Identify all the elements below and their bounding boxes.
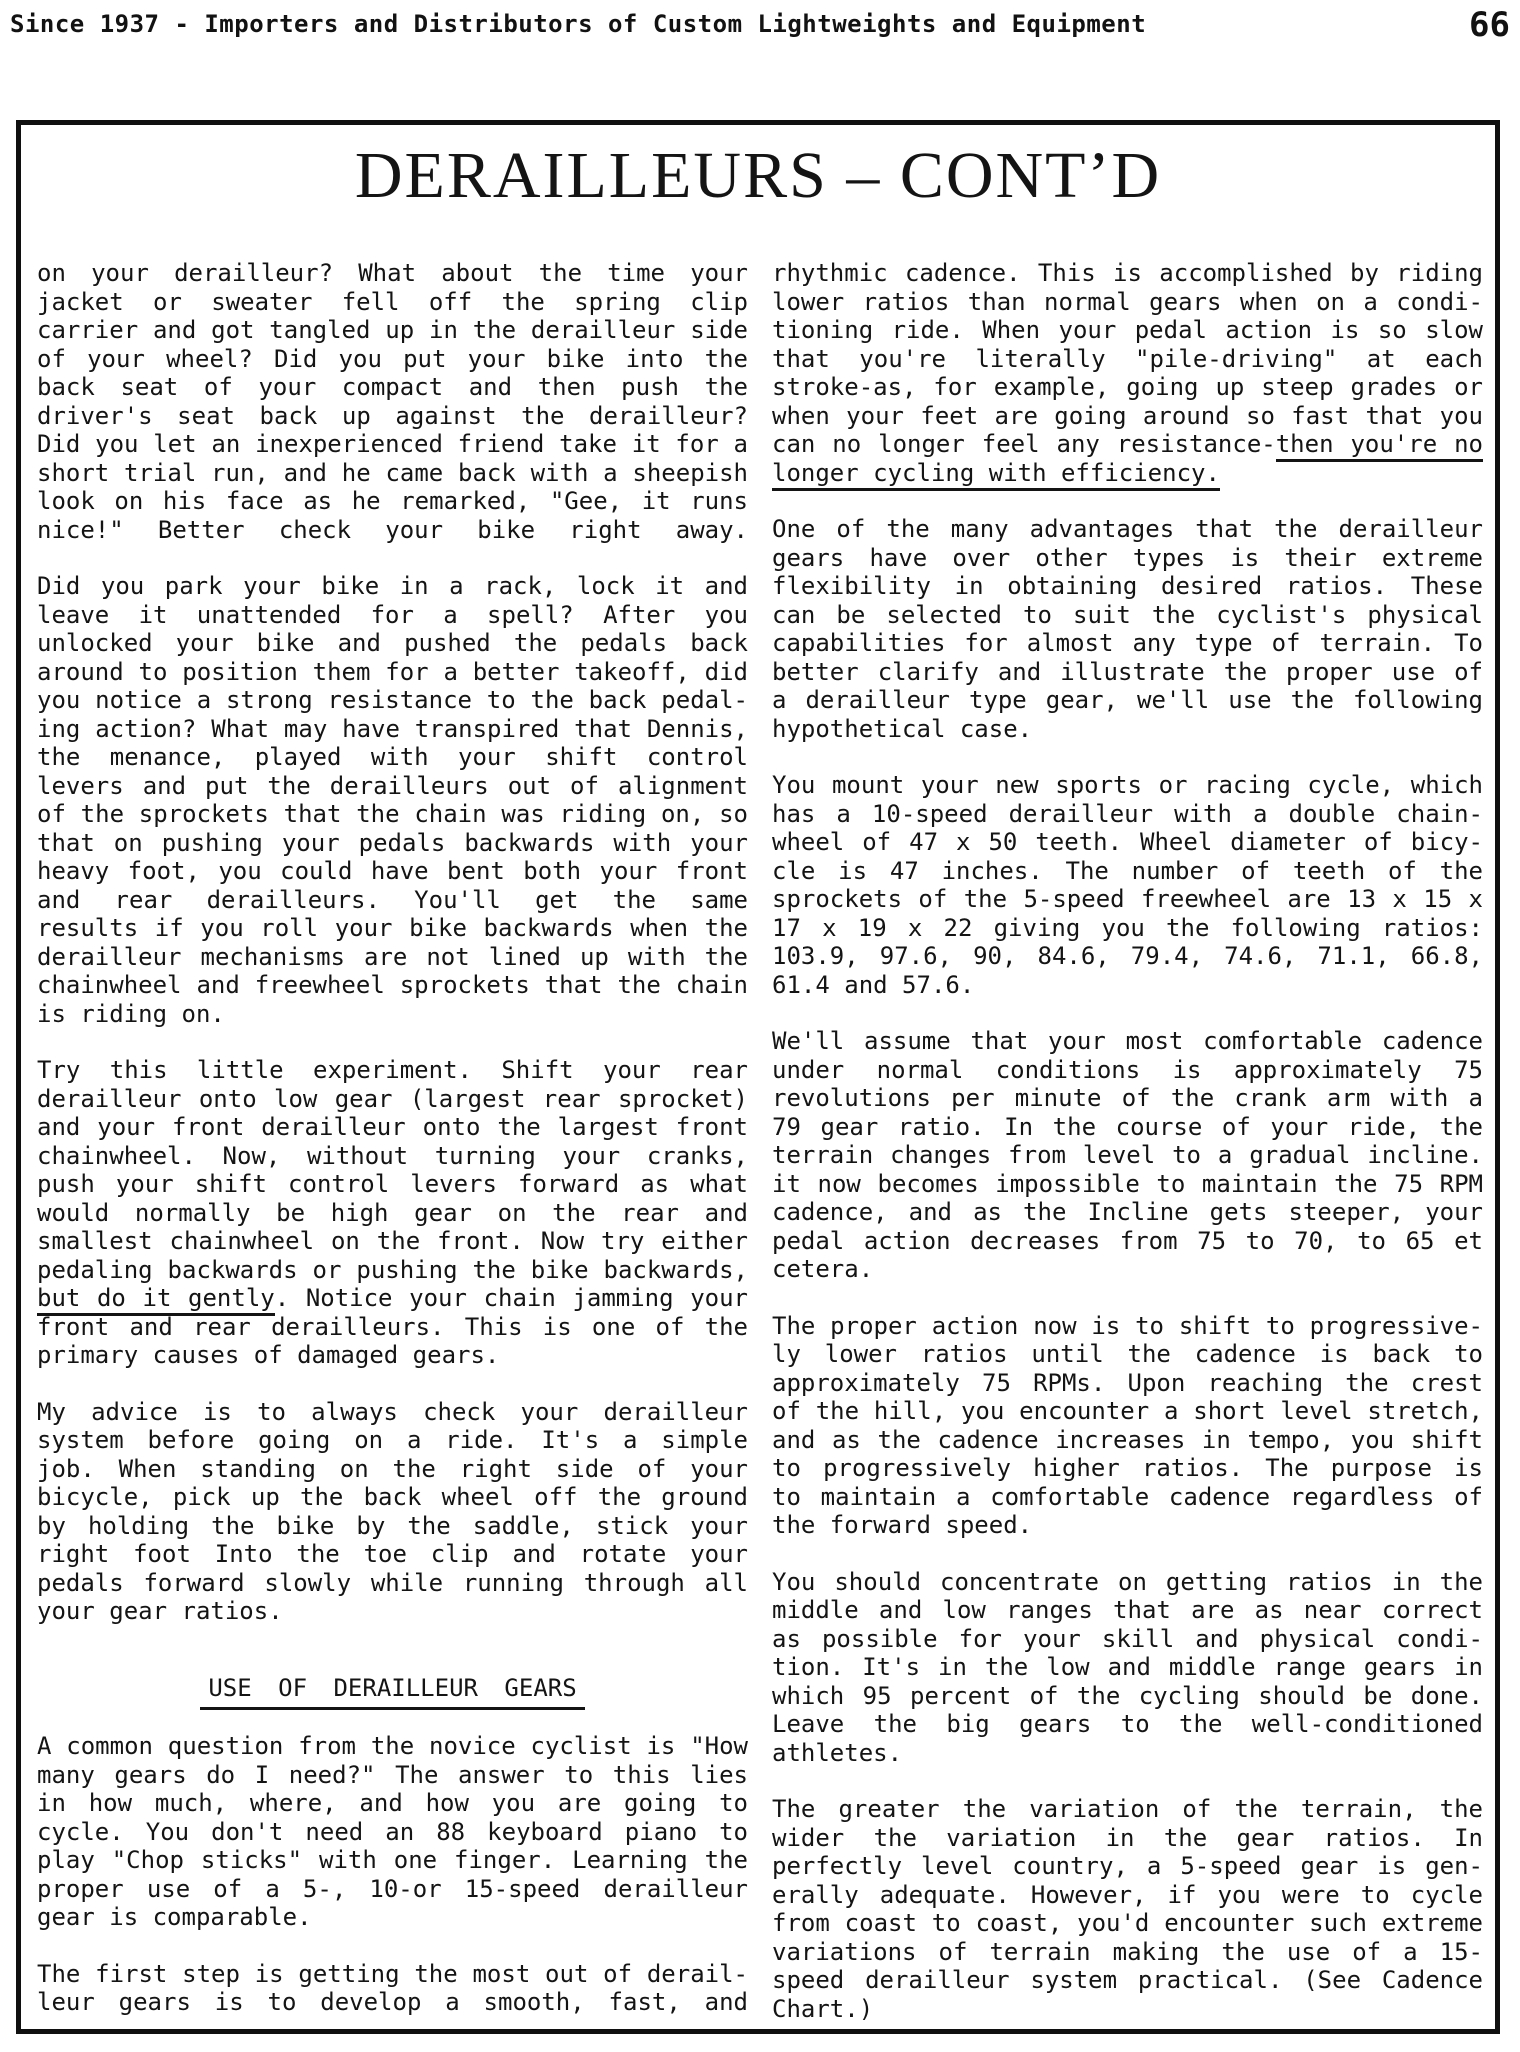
text-line: Did you park your bike in a rack, lock it and — [37, 572, 748, 600]
text-line: You mount your new sports or racing cycle, which — [772, 771, 1483, 799]
text-line: ly lower ratios until the cadence is back to — [772, 1340, 1483, 1368]
text-line: a derailleur type gear, we'll use the following — [772, 686, 1483, 714]
text-line: right foot Into the toe clip and rotate your — [37, 1540, 748, 1568]
paragraph — [772, 1027, 1483, 1284]
text-line: My advice is to always check your derailleur — [37, 1397, 748, 1426]
article-columns — [21, 259, 1495, 2051]
text-line: Chart.) — [772, 1994, 874, 2023]
text-line: speed derailleur system practical. (See Cadence — [772, 1966, 1483, 1994]
paragraph — [37, 1732, 748, 1932]
text-line: of the sprockets that the chain was riding on, so — [37, 800, 748, 828]
text-line: pedal action decreases from 75 to 70, to 65 et — [772, 1226, 1483, 1255]
text-line: under normal conditions is approximately 75 — [772, 1055, 1483, 1084]
text-line: The proper action now is to shift to progressive- — [772, 1311, 1483, 1340]
paragraph — [772, 515, 1483, 743]
text-line: Did you let an inexperienced friend take it for a — [37, 430, 748, 458]
section-heading — [37, 1674, 748, 1703]
text-line: the forward speed. — [772, 1511, 1033, 1539]
text-line: to progressively higher ratios. The purpose is — [772, 1454, 1483, 1482]
text-line: the menance, played with your shift control — [37, 743, 748, 771]
text-line: erally adequate. However, if you were to cycle — [772, 1880, 1483, 1909]
text-line: derailleur onto low gear (largest rear sprocket) — [37, 1084, 748, 1113]
text-line: of your wheel? Did you put your bike into the — [37, 344, 748, 373]
text-line: push your shift control levers forward as what — [37, 1170, 748, 1198]
text-line: cle is 47 inches. The number of teeth of the — [772, 856, 1483, 885]
text-line: job. When standing on the right side of your — [37, 1454, 748, 1483]
text-line: play "Chop sticks" with one finger. Learning the — [37, 1846, 748, 1874]
right-column — [772, 259, 1483, 2051]
text-line: can be selected to suit the cyclist's physical — [772, 600, 1483, 629]
text-line: middle and low ranges that are as near correct — [772, 1596, 1483, 1624]
text-line: that you're literally "pile-driving" at each — [772, 344, 1483, 373]
text-line: to maintain a comfortable cadence regardless of — [772, 1482, 1483, 1511]
text-line: One of the many advantages that the derailleur — [772, 515, 1483, 543]
paragraph — [37, 572, 748, 1028]
text-line: Leave the big gears to the well-conditioned — [772, 1710, 1483, 1738]
text-line: your gear ratios. — [37, 1597, 283, 1625]
text-line: around to position them for a better takeoff, did — [37, 657, 748, 686]
text-line: variations of terrain making the use of a 15- — [772, 1937, 1483, 1966]
underlined-text: longer cycling with efficiency. — [772, 459, 1220, 491]
text-line: many gears do I need?" The answer to this lies — [37, 1760, 748, 1789]
text-line: 79 gear ratio. In the course of your ride, the — [772, 1112, 1483, 1141]
text-line: tion. It's in the low and middle range gears in — [772, 1653, 1483, 1681]
text-line: A common question from the novice cyclist is "How — [37, 1732, 748, 1760]
text-line: from coast to coast, you'd encounter such extreme — [772, 1909, 1483, 1937]
text-line: chainwheel and freewheel sprockets that the chain — [37, 971, 748, 999]
text-line: Try this little experiment. Shift your rear — [37, 1056, 748, 1084]
text-line: flexibility in obtaining desired ratios. These — [772, 572, 1483, 600]
text-line: primary causes of damaged gears. — [37, 1341, 500, 1369]
text-line: system before going on a ride. It's a simple — [37, 1426, 748, 1454]
text-line: carrier and got tangled up in the derailleur side — [37, 316, 748, 344]
text-line: can no longer feel any resistance-then you're no — [772, 430, 1483, 459]
text-line: by holding the bike by the saddle, stick your — [37, 1511, 748, 1540]
text-line: but do it gently. Notice your chain jamming your — [37, 1284, 748, 1313]
text-line: short trial run, and he came back with a sheepish — [37, 458, 748, 487]
text-line: cetera. — [772, 1255, 874, 1283]
paragraph — [772, 1568, 1483, 1768]
text-line: has a 10-speed derailleur with a double chain- — [772, 799, 1483, 828]
text-line: The greater the variation of the terrain, the — [772, 1795, 1483, 1823]
text-line: it now becomes impossible to maintain the 75 RPM — [772, 1169, 1483, 1198]
text-line: 103.9, 97.6, 90, 84.6, 79.4, 74.6, 71.1, 66.8, — [772, 942, 1483, 970]
text-line: revolutions per minute of the crank arm with a — [772, 1084, 1483, 1112]
text-line: You should concentrate on getting ratios in the — [772, 1567, 1483, 1596]
text-line: when your feet are going around so fast that you — [772, 401, 1483, 430]
paragraph — [772, 771, 1483, 999]
left-column — [37, 259, 748, 2051]
text-line: ing action? What may have transpired that Dennis, — [37, 714, 748, 743]
text-line: look on his face as he remarked, "Gee, it runs — [37, 487, 748, 515]
text-line: as possible for your skill and physical condi- — [772, 1624, 1483, 1653]
text-line: of the hill, you encounter a short level stretch, — [772, 1397, 1483, 1425]
text-line: 61.4 and 57.6. — [772, 970, 975, 999]
text-line: perfectly level country, a 5-speed gear is gen- — [772, 1852, 1483, 1880]
underlined-text: but do it gently — [37, 1284, 275, 1316]
text-line: bicycle, pick up the back wheel off the ground — [37, 1483, 748, 1511]
text-line: proper use of a 5-, 10-or 15-speed derailleur — [37, 1874, 748, 1903]
text-line: gears have over other types is their extreme — [772, 543, 1483, 572]
text-line: sprockets of the 5-speed freewheel are 13 x 15 x — [772, 885, 1483, 913]
text-line: 17 x 19 x 22 giving you the following ratios: — [772, 913, 1483, 942]
paragraph — [772, 259, 1483, 487]
paragraph — [772, 1312, 1483, 1540]
text-line: is riding on. — [37, 999, 225, 1028]
text-line: and your front derailleur onto the largest front — [37, 1113, 748, 1141]
header-tagline: Since 1937 - Importers and Distributors of Custom Lightweights and Equipment — [10, 10, 1147, 38]
text-line: chainwheel. Now, without turning your cranks, — [37, 1141, 748, 1170]
text-line: results if you roll your bike backwards when the — [37, 914, 748, 942]
text-line: tioning ride. When your pedal action is so slow — [772, 316, 1483, 344]
text-line: We'll assume that your most comfortable cadence — [772, 1027, 1483, 1055]
paragraph — [37, 259, 748, 544]
text-line: front and rear derailleurs. This is one of the — [37, 1312, 748, 1341]
page-header — [0, 0, 1520, 45]
underlined-text: then you're no — [1276, 430, 1483, 462]
text-line: heavy foot, you could have bent both your front — [37, 857, 748, 885]
text-line: cadence, and as the Incline gets steeper, your — [772, 1198, 1483, 1226]
text-line: terrain changes from level to a gradual incline. — [772, 1141, 1483, 1169]
text-line: derailleur mechanisms are not lined up with the — [37, 942, 748, 971]
paragraph — [37, 1056, 748, 1370]
text-line: levers and put the derailleurs out of alignment — [37, 771, 748, 800]
text-line: back seat of your compact and then push the — [37, 373, 748, 401]
text-line: in how much, where, and how you are going to — [37, 1789, 748, 1817]
text-line: better clarify and illustrate the proper use of — [772, 657, 1483, 686]
text-line: hypothetical case. — [772, 714, 1033, 743]
page-number: 66 — [1469, 5, 1510, 45]
paragraph — [772, 1795, 1483, 2023]
text-line: approximately 75 RPMs. Upon reaching the crest — [772, 1368, 1483, 1397]
text-line: gear is comparable. — [37, 1903, 312, 1931]
text-line: athletes. — [772, 1738, 903, 1767]
text-line: driver's seat back up against the derailleur? — [37, 401, 748, 430]
text-line — [772, 459, 1483, 488]
text-line: nice!" Better check your bike right away. — [37, 515, 748, 544]
text-line: that on pushing your pedals backwards with your — [37, 828, 748, 857]
text-line: leur gears is to develop a smooth, fast, and — [37, 1988, 748, 2016]
text-line: The first step is getting the most out of derail- — [37, 1959, 748, 1988]
paragraph — [37, 1398, 748, 1626]
text-line: smallest chainwheel on the front. Now try either — [37, 1227, 748, 1255]
text-line: cycle. You don't need an 88 keyboard piano to — [37, 1817, 748, 1846]
text-line: jacket or sweater fell off the spring clip — [37, 287, 748, 316]
text-line: unlocked your bike and pushed the pedals back — [37, 629, 748, 657]
text-line: leave it unattended for a spell? After you — [37, 600, 748, 629]
text-line: would normally be high gear on the rear and — [37, 1198, 748, 1227]
text-line: on your derailleur? What about the time your — [37, 259, 748, 287]
page-title: DERAILLEURS – CONT’D — [354, 139, 1162, 212]
text-line: wider the variation in the gear ratios. In — [772, 1823, 1483, 1852]
text-line: stroke-as, for example, going up steep grades or — [772, 373, 1483, 401]
text-line: pedals forward slowly while running through all — [37, 1568, 748, 1597]
text-line: you notice a strong resistance to the back pedal- — [37, 686, 748, 714]
text-line: capabilities for almost any type of terrain. To — [772, 629, 1483, 657]
article-frame — [16, 120, 1500, 2034]
paragraph — [37, 1960, 748, 2017]
text-line: and as the cadence increases in tempo, you shift — [772, 1425, 1483, 1454]
text-line: wheel of 47 x 50 teeth. Wheel diameter of bicy- — [772, 828, 1483, 856]
section-heading-text: USE OF DERAILLEUR GEARS — [200, 1674, 584, 1710]
text-line: rhythmic cadence. This is accomplished by riding — [772, 259, 1483, 287]
text-line: and rear derailleurs. You'll get the same — [37, 885, 748, 914]
text-line: lower ratios than normal gears when on a condi- — [772, 287, 1483, 316]
text-line: pedaling backwards or pushing the bike backwards, — [37, 1255, 748, 1284]
text-line: which 95 percent of the cycling should be done. — [772, 1681, 1483, 1710]
